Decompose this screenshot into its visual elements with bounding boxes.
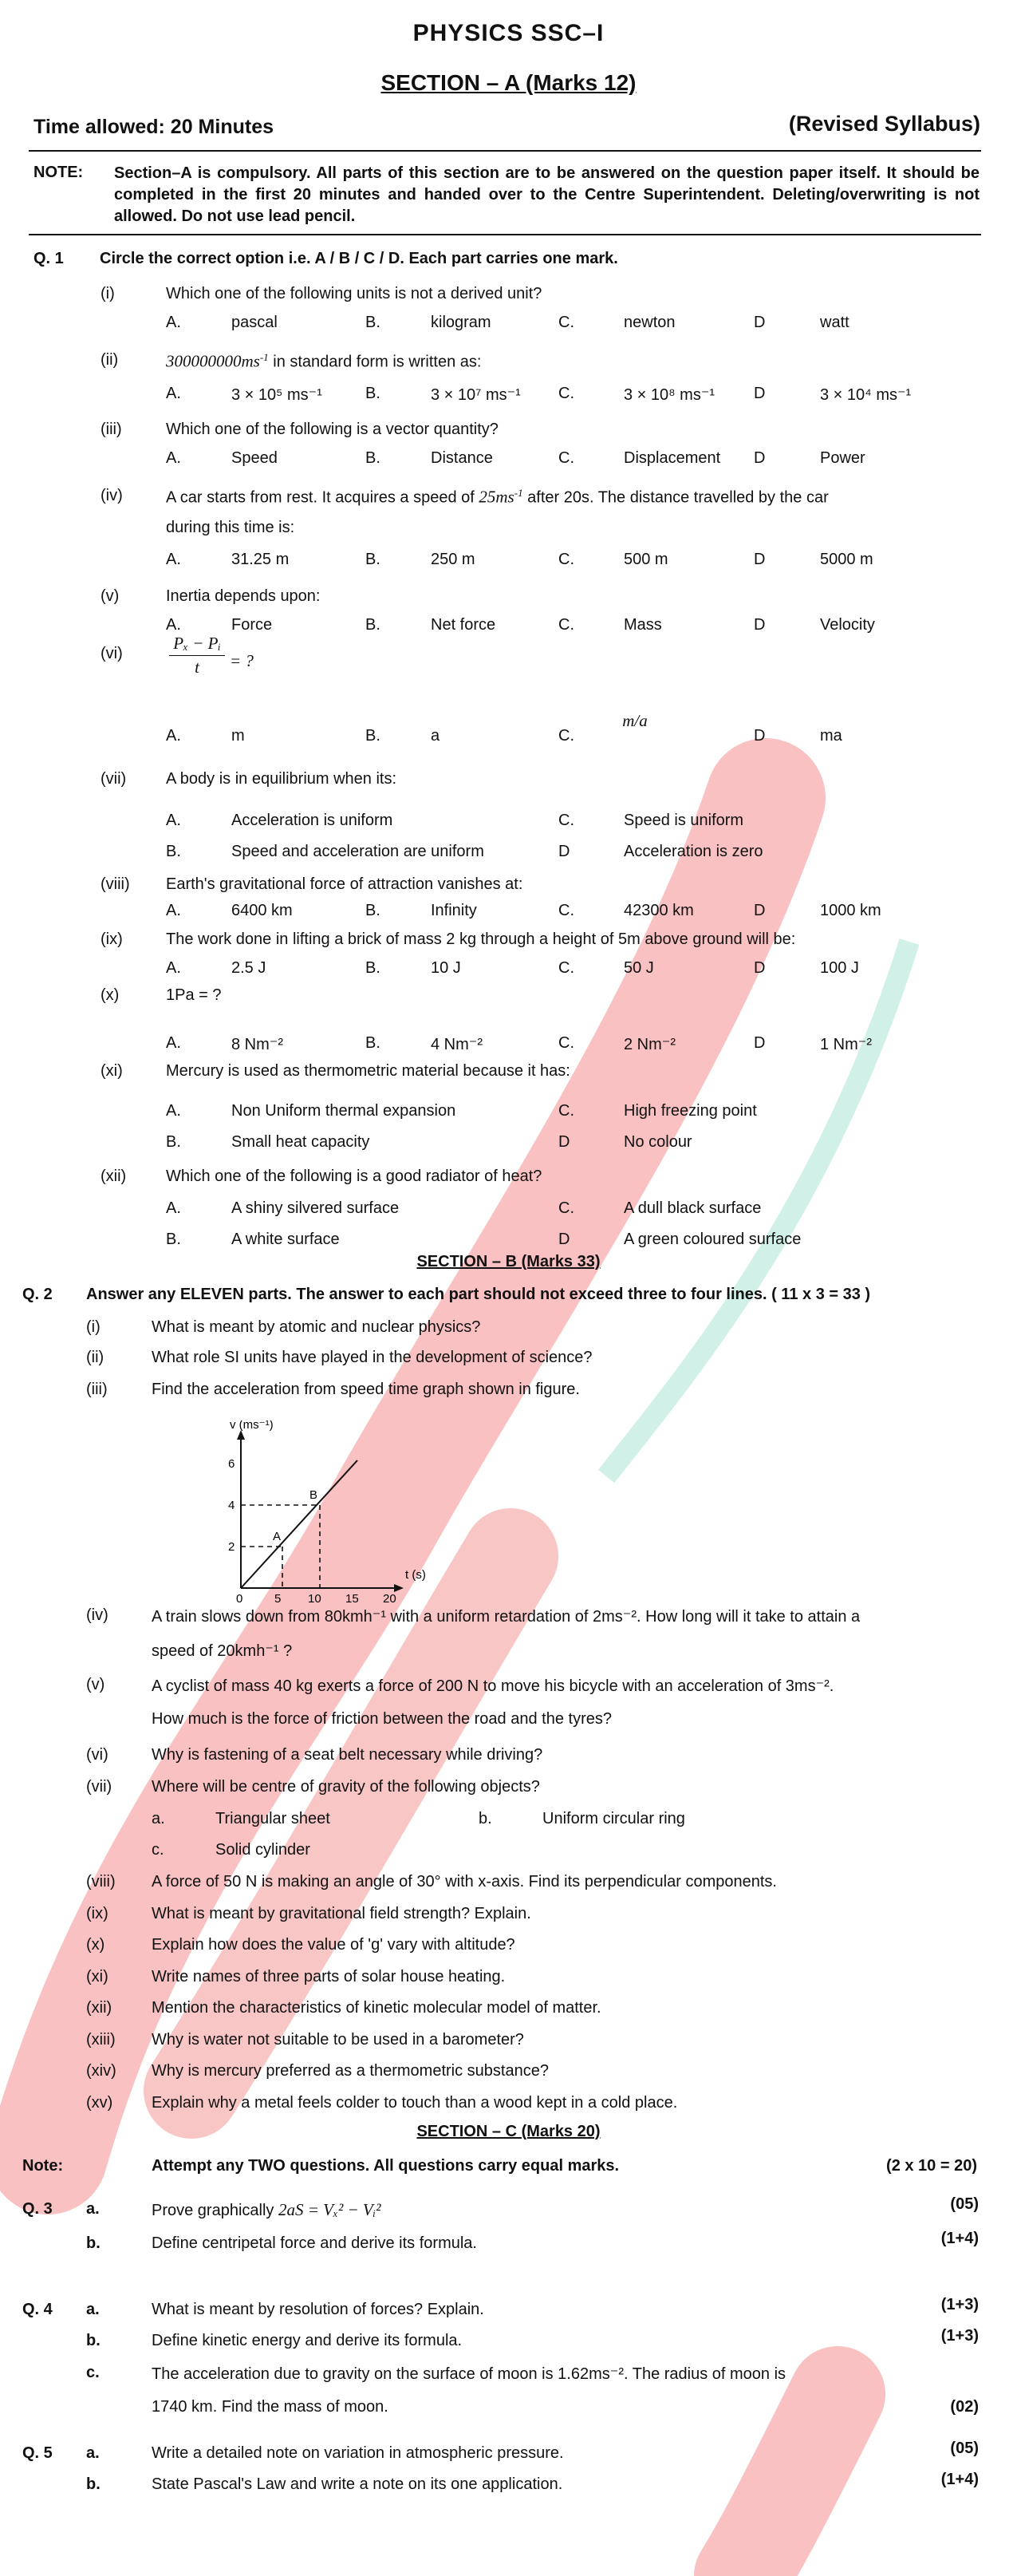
q1-option-text: ma — [820, 727, 842, 745]
q1-option-letter: B. — [365, 616, 380, 634]
note-text: Section–A is compulsory. All parts of this section are to be answered on the question paper itself. It should be completed in the first 20 minutes and handed over to the Centre Superintendent. Deleting/overwriting is not allowed. Do not use lead pencil. — [114, 164, 980, 225]
section-c-part-text — [152, 2234, 477, 2253]
graph-x-tick: 15 — [345, 1592, 359, 1606]
q1-option-letter: A. — [166, 812, 181, 829]
q1-option-letter: A. — [166, 1102, 181, 1120]
section-c-part-label: a. — [86, 2301, 100, 2318]
q1-option-letter: A. — [166, 449, 181, 467]
q1-part-number: (viii) — [101, 875, 130, 893]
q1-option-text: A green coloured surface — [624, 1231, 802, 1248]
q1-option-text: Speed — [231, 449, 278, 467]
graph-x-label: t (s) — [405, 1568, 426, 1582]
part-text: Prove graphically — [152, 2202, 274, 2219]
q1-option-letter: A. — [166, 551, 181, 568]
graph-y-tick: 6 — [228, 1457, 235, 1471]
section-b-title: SECTION – B (Marks 33) — [416, 1253, 601, 1270]
q1-option-letter: A. — [166, 727, 181, 745]
header-rule-bottom — [29, 234, 981, 235]
q1-part-math: 300000000ms — [166, 351, 260, 371]
q1-option-letter: C. — [558, 385, 574, 402]
q1-option-letter: C. — [558, 727, 574, 745]
q2-sub-label: a. — [152, 1810, 165, 1827]
q1-part-question-cont: during this time is: — [166, 519, 295, 536]
section-c-part-marks: (05) — [950, 2440, 979, 2457]
q1-option-text: 4 Nm⁻² — [431, 1036, 483, 1053]
q2-part-number: (viii) — [86, 1873, 116, 1891]
q1-option-text: 500 m — [624, 551, 668, 568]
q1-option-letter: C. — [558, 314, 574, 331]
section-c-part-label: b. — [86, 2332, 101, 2349]
q2-part-text: Explain why a metal feels colder to touch than a wood kept in a cold place. — [152, 2094, 678, 2112]
q1-option-letter: D — [754, 385, 766, 402]
q1-option-text: 250 m — [431, 551, 475, 568]
q1-option-letter: B. — [365, 1034, 380, 1052]
q1-part-number: (ii) — [101, 351, 119, 369]
section-c-part-label: c. — [86, 2364, 100, 2381]
q2-part-text: Explain how does the value of 'g' vary with altitude? — [152, 1936, 515, 1954]
q1-part-number: (vi) — [101, 645, 123, 662]
page-title: PHYSICS SSC–I — [412, 20, 605, 46]
q1-part-question-rest: in standard form is written as: — [268, 353, 482, 371]
q1-part-number: (iii) — [101, 421, 122, 438]
q1-option-text: Force — [231, 616, 273, 634]
section-c-part-marks: (02) — [950, 2398, 979, 2416]
q1-option-letter: D — [754, 959, 766, 977]
q2-sub-text: Uniform circular ring — [542, 1810, 685, 1827]
q1-option-text: watt — [820, 314, 849, 331]
graph-y-tick: 2 — [228, 1540, 235, 1554]
q1-option-letter: A. — [166, 959, 181, 977]
q1-option-letter: D — [754, 314, 766, 331]
section-c-part-text — [152, 2364, 786, 2384]
q2-part-text: A train slows down from 80kmh⁻¹ with a uniform retardation of 2ms⁻². How long will it take to attain a — [152, 1608, 861, 1626]
section-c-part-marks: (05) — [950, 2195, 979, 2213]
q2-sub-text: Triangular sheet — [215, 1810, 330, 1827]
section-c-question-number: Q. 5 — [22, 2444, 53, 2462]
q1-option-text: 31.25 m — [231, 551, 290, 568]
graph-y-tick: 4 — [228, 1499, 235, 1512]
q1-part-number: (v) — [101, 587, 120, 605]
q1-option-text: Displacement — [624, 449, 721, 467]
q1-option-letter: D — [754, 616, 766, 634]
q2-sub-label: b. — [479, 1810, 492, 1827]
q1-option-text: 5000 m — [820, 551, 873, 568]
q1-option-text: 3 × 10⁴ ms⁻¹ — [820, 386, 912, 404]
q2-part-number: (i) — [86, 1318, 101, 1336]
q1-option-text: 2 Nm⁻² — [624, 1036, 676, 1053]
q1-option-text: Speed and acceleration are uniform — [231, 843, 484, 860]
q2-part-text: What role SI units have played in the development of science? — [152, 1349, 593, 1366]
q1-option-fraction — [619, 711, 651, 731]
section-c-part-label: b. — [86, 2234, 101, 2252]
q1-option-letter: A. — [166, 314, 181, 331]
q1-option-letter: C. — [558, 551, 574, 568]
q1-option-text: Small heat capacity — [231, 1133, 370, 1151]
q1-part-number: (x) — [101, 986, 120, 1004]
q1-option-letter: D — [558, 1133, 570, 1151]
section-c-part-text — [152, 2200, 380, 2220]
q1-number: Q. 1 — [34, 250, 64, 267]
q2-part-number: (ii) — [86, 1349, 104, 1366]
q1-option-letter: C. — [558, 902, 574, 919]
q1-part-math-sup: -1 — [514, 487, 523, 499]
q1-option-letter: D — [558, 843, 570, 860]
q2-part-text: What is meant by atomic and nuclear physics? — [152, 1318, 481, 1336]
section-c-part-marks: (1+3) — [940, 2327, 979, 2345]
q1-option-text: 42300 km — [624, 902, 694, 919]
q1-part-number: (ix) — [101, 930, 123, 948]
header-rule-top — [29, 150, 981, 152]
q2-part-text: Write names of three parts of solar house heating. — [152, 1968, 506, 1985]
q1-option-text: 6400 km — [231, 902, 293, 919]
q1-option-letter: A. — [166, 1034, 181, 1052]
section-c-part-label: b. — [86, 2475, 101, 2493]
q1-option-letter: B. — [365, 551, 380, 568]
part-text: What is meant by resolution of forces? Explain. — [152, 2301, 484, 2318]
q1-option-text: kilogram — [431, 314, 491, 331]
syllabus-label: (Revised Syllabus) — [788, 112, 980, 136]
fraction-numerator: Pₓ − Pᵢ — [169, 634, 225, 656]
q1-option-text: Net force — [431, 616, 496, 634]
q1-option-text: 8 Nm⁻² — [231, 1036, 283, 1053]
q1-part-question: Which one of the following is a good radiator of heat? — [166, 1167, 542, 1185]
q2-part-number: (xii) — [86, 1999, 112, 2017]
q2-part-number: (x) — [86, 1936, 105, 1954]
q1-option-letter: B. — [166, 843, 181, 860]
section-c-part-text-cont: 1740 km. Find the mass of moon. — [152, 2398, 388, 2416]
q1-part-question: Which one of the following is a vector quantity? — [166, 421, 499, 438]
q2-part-number: (v) — [86, 1676, 105, 1693]
q2-part-text: What is meant by gravitational field strength? Explain. — [152, 1905, 531, 1922]
q1-option-text: 1 Nm⁻² — [820, 1036, 872, 1053]
q2-part-text: Why is mercury preferred as a thermometric substance? — [152, 2062, 549, 2080]
q1-option-letter: B. — [365, 959, 380, 977]
speed-time-graph — [214, 1420, 461, 1612]
graph-x-tick: 0 — [236, 1592, 243, 1606]
q1-part-question-b: after 20s. The distance travelled by the car — [527, 488, 829, 507]
q1-instruction: Circle the correct option i.e. A / B / C / D. Each part carries one mark. — [100, 250, 618, 267]
q1-part-question: Mercury is used as thermometric material because it has: — [166, 1062, 570, 1080]
q1-option-text: Infinity — [431, 902, 477, 919]
section-c-part-text — [152, 2301, 484, 2319]
q1-part-fraction — [169, 634, 225, 678]
q1-option-letter: C. — [558, 449, 574, 467]
q1-option-text: 3 × 10⁷ ms⁻¹ — [431, 386, 521, 404]
q1-option-letter: D — [754, 902, 766, 919]
graph-point-b: B — [309, 1488, 318, 1502]
q1-option-text: A shiny silvered surface — [231, 1199, 400, 1217]
q1-option-letter: D — [754, 1034, 766, 1052]
q1-option-letter: B. — [365, 314, 380, 331]
q2-part-number: (vii) — [86, 1778, 112, 1796]
q1-part-number: (i) — [101, 285, 115, 302]
q1-option-text: Non Uniform thermal expansion — [231, 1102, 456, 1120]
q1-option-text: 3 × 10⁸ ms⁻¹ — [624, 386, 715, 404]
q1-part-question: Which one of the following units is not a derived unit? — [166, 285, 542, 302]
q1-option-letter: B. — [365, 902, 380, 919]
section-c-part-label: a. — [86, 2200, 100, 2218]
graph-x-tick: 20 — [383, 1592, 396, 1606]
q1-part-question: Earth's gravitational force of attraction vanishes at: — [166, 875, 523, 893]
q1-option-text: Distance — [431, 449, 493, 467]
q2-part-text-cont: speed of 20kmh⁻¹ ? — [152, 1642, 293, 1660]
graph-x-arrow — [394, 1584, 404, 1592]
q1-option-text: a — [431, 727, 440, 745]
q1-option-letter: A. — [166, 902, 181, 919]
part-text: State Pascal's Law and write a note on its one application. — [152, 2475, 563, 2493]
section-c-title: SECTION – C (Marks 20) — [416, 2123, 601, 2140]
q2-part-number: (iii) — [86, 1381, 108, 1398]
q1-option-letter: C. — [558, 959, 574, 977]
fraction-denominator: t — [195, 658, 199, 677]
q2-part-number: (vi) — [86, 1746, 108, 1764]
q1-option-letter: A. — [166, 616, 181, 634]
q1-option-letter: D — [754, 727, 766, 745]
q2-number: Q. 2 — [22, 1286, 53, 1303]
q2-sub-label: c. — [152, 1841, 164, 1859]
section-c-part-marks: (1+3) — [940, 2296, 979, 2313]
q2-part-text: Why is fastening of a seat belt necessary while driving? — [152, 1746, 543, 1764]
section-c-part-text — [152, 2475, 562, 2494]
q2-instruction: Answer any ELEVEN parts. The answer to each part should not exceed three to four lines. ( 11 x 3 = 33 ) — [86, 1286, 871, 1303]
q1-option-text: 10 J — [431, 959, 461, 977]
graph-line — [241, 1460, 357, 1588]
part-text: Define kinetic energy and derive its formula. — [152, 2332, 463, 2349]
section-a-title: SECTION – A (Marks 12) — [380, 70, 637, 95]
q2-part-text: Why is water not suitable to be used in a barometer? — [152, 2031, 524, 2049]
q1-option-letter: B. — [166, 1231, 181, 1248]
q1-option-letter: A. — [166, 385, 181, 402]
q1-option-text: Speed is uniform — [624, 812, 744, 829]
graph-y-label: v (ms⁻¹) — [230, 1420, 274, 1432]
q1-option-text: Acceleration is uniform — [231, 812, 393, 829]
q2-part-number: (xv) — [86, 2094, 113, 2112]
graph-point-a: A — [273, 1530, 282, 1543]
part-text: Write a detailed note on variation in atmospheric pressure. — [152, 2444, 564, 2462]
q1-option-letter: D — [754, 449, 766, 467]
part-text: Define centripetal force and derive its formula. — [152, 2234, 477, 2252]
q1-option-text: newton — [624, 314, 676, 331]
q1-part-number: (vii) — [101, 770, 127, 788]
q1-option-text: 1000 km — [820, 902, 881, 919]
q1-part-math: 25ms — [479, 487, 514, 507]
q1-option-text: 2.5 J — [231, 959, 266, 977]
q1-part-number: (iv) — [101, 487, 123, 504]
q1-option-text: Mass — [624, 616, 662, 634]
q2-part-number: (ix) — [86, 1905, 108, 1922]
q2-part-text: A cyclist of mass 40 kg exerts a force of 200 N to move his bicycle with an acceleration of 3ms⁻². — [152, 1677, 834, 1695]
q2-part-text: Mention the characteristics of kinetic molecular model of matter. — [152, 1999, 601, 2017]
graph-x-tick: 5 — [274, 1592, 282, 1606]
q1-option-text: m — [231, 727, 245, 745]
graph-x-tick: 10 — [308, 1592, 321, 1606]
q1-option-text: Acceleration is zero — [624, 843, 763, 860]
q1-option-letter: D — [558, 1231, 570, 1248]
q1-option-text: A white surface — [231, 1231, 340, 1248]
q1-option-letter: B. — [166, 1133, 181, 1151]
section-c-question-number: Q. 4 — [22, 2301, 53, 2318]
section-c-part-text — [152, 2332, 462, 2350]
q2-part-number: (iv) — [86, 1606, 108, 1624]
q1-option-letter: B. — [365, 449, 380, 467]
part-math: 2aS = Vₓ² − Vᵢ² — [278, 2200, 381, 2219]
q1-option-text: Power — [820, 449, 865, 467]
fraction-equals: = ? — [230, 651, 254, 670]
q1-option-text: pascal — [231, 314, 278, 331]
section-c-question-number: Q. 3 — [22, 2200, 53, 2218]
q1-option-text: Velocity — [820, 616, 875, 634]
section-c-part-marks: (1+4) — [940, 2471, 979, 2488]
section-c-note-text: Attempt any TWO questions. All questions carry equal marks. — [152, 2157, 620, 2175]
q1-option-letter: C. — [558, 1102, 574, 1120]
q2-part-number: (xiv) — [86, 2062, 116, 2080]
q1-part-question — [166, 351, 481, 372]
q1-part-question: The work done in lifting a brick of mass 2 kg through a height of 5m above ground will be: — [166, 930, 796, 948]
q1-option-text: No colour — [624, 1133, 692, 1151]
q1-option-letter: C. — [558, 616, 574, 634]
q1-option-text: 100 J — [820, 959, 859, 977]
q1-option-letter: C. — [558, 812, 574, 829]
section-c-part-marks: (1+4) — [940, 2230, 979, 2247]
q1-option-text: A dull black surface — [624, 1199, 762, 1217]
q1-part-question: A body is in equilibrium when its: — [166, 770, 397, 788]
part-text: The acceleration due to gravity on the surface of moon is 1.62ms⁻². The radius of moon is — [152, 2365, 786, 2383]
q2-part-number: (xi) — [86, 1968, 108, 1985]
section-c-part-text — [152, 2444, 564, 2463]
note-label: NOTE: — [34, 164, 84, 181]
time-allowed: Time allowed: 20 Minutes — [34, 116, 274, 138]
section-c-part-label: a. — [86, 2444, 100, 2462]
watermark-red-stroke-bottom — [742, 2394, 838, 2576]
q1-option-letter: B. — [365, 727, 380, 745]
q1-option-letter: D — [754, 551, 766, 568]
q1-option-text: High freezing point — [624, 1102, 757, 1120]
q1-part-math-sup: -1 — [259, 351, 269, 363]
q1-part-question: 1Pa = ? — [166, 986, 222, 1004]
q2-sub-text: Solid cylinder — [215, 1841, 310, 1859]
q2-part-text: Find the acceleration from speed time graph shown in figure. — [152, 1381, 580, 1398]
q1-option-letter: B. — [365, 385, 380, 402]
q1-option-letter: A. — [166, 1199, 181, 1217]
q1-option-text: 3 × 10⁵ ms⁻¹ — [231, 386, 322, 404]
fraction-text: m/a — [622, 711, 648, 730]
q1-part-number: (xi) — [101, 1062, 123, 1080]
q2-part-number: (xiii) — [86, 2031, 116, 2049]
q1-part-question: Inertia depends upon: — [166, 587, 321, 605]
q1-part-question-a: A car starts from rest. It acquires a speed of — [166, 488, 475, 507]
q1-option-text: 50 J — [624, 959, 654, 977]
q1-part-number: (xii) — [101, 1167, 127, 1185]
q1-part-question — [166, 487, 829, 508]
q2-part-text: Where will be centre of gravity of the following objects? — [152, 1778, 540, 1796]
q2-part-text-cont: How much is the force of friction between the road and the tyres? — [152, 1710, 612, 1728]
section-c-note-marks: (2 x 10 = 20) — [886, 2157, 977, 2175]
q2-part-text: A force of 50 N is making an angle of 30° with x-axis. Find its perpendicular components. — [152, 1873, 777, 1891]
q1-option-letter: C. — [558, 1034, 574, 1052]
section-c-note-label: Note: — [22, 2157, 64, 2175]
q1-option-letter: C. — [558, 1199, 574, 1217]
